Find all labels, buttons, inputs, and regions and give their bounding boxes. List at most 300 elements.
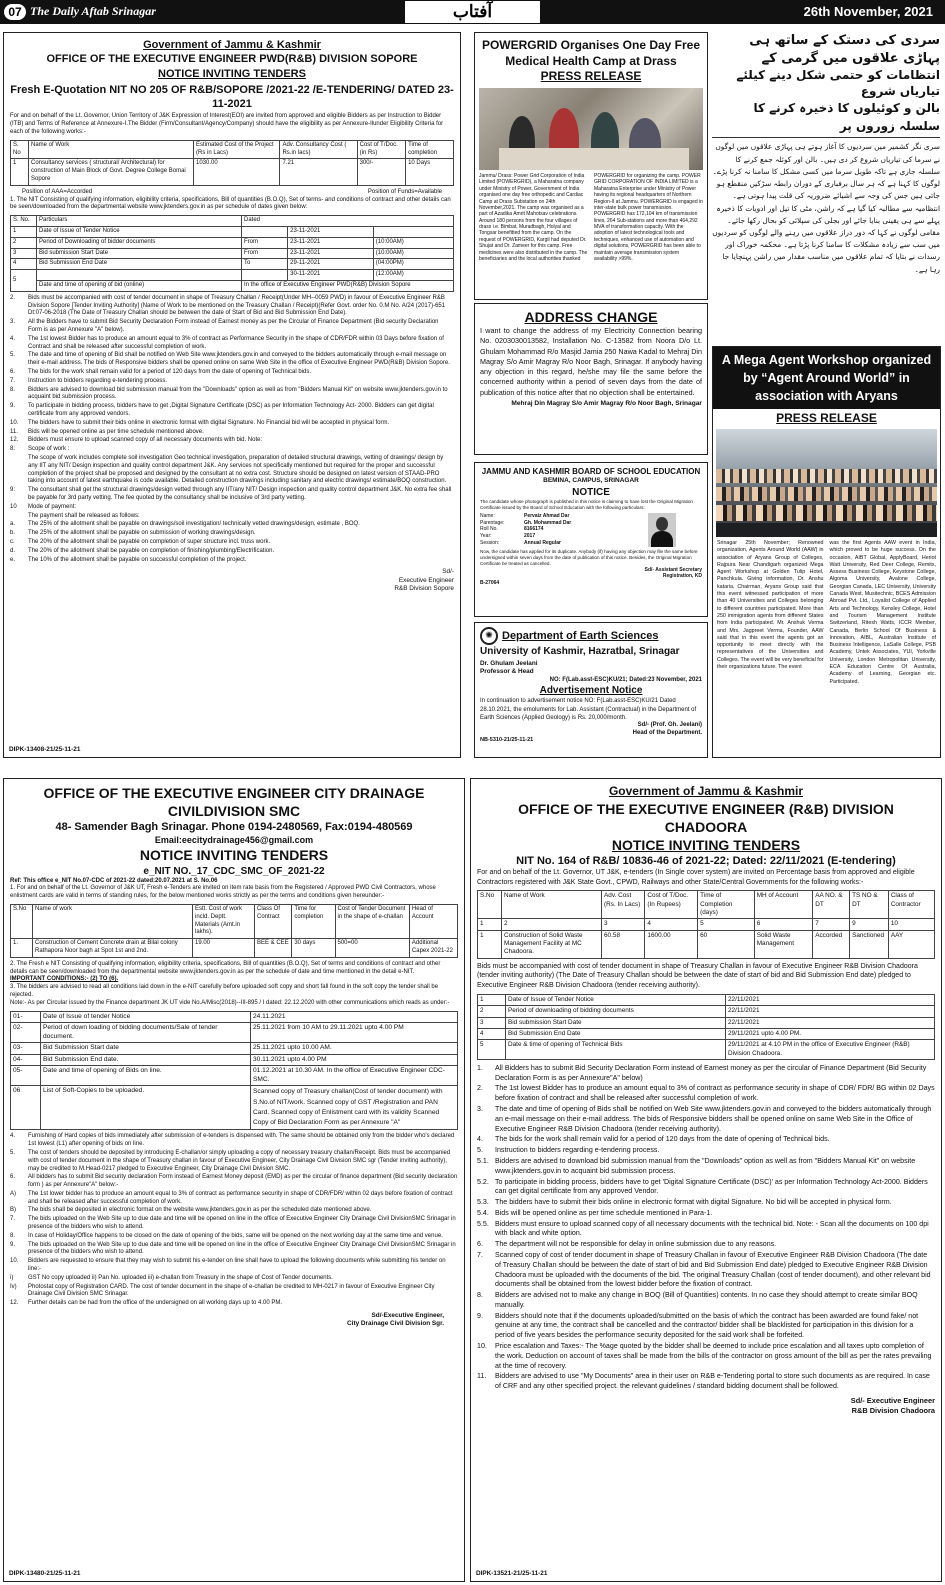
clause-text: The bids uploaded on the Web Site up to due date and time will be opened on line in the office of Executive Engineer City Drainage Civil DivisionSMC Srinagar in presence of the bidders who wish to attend. (28, 1216, 456, 1231)
sopore-p1: 1. The NIT Consisting of qualifying information, eligibility criteria, specifications, Bill of quantities (B.O.Q), Set of terms- and conditions of contract and other details can be seen/downloaded from the departmental website www.jktenders.gov.in as per schedule of dates given below: (10, 196, 451, 211)
table-row (11, 159, 454, 185)
candidate-photo (648, 513, 676, 547)
clause-text: Furnishing of Hard copies of bids immediately after submission of e-tenders is dispensed with. The same should be obtained only from the bidder who's declared 1st lowest (L1) after opening of bids on line. (28, 1133, 455, 1148)
clause-text: Photostat copy of Registration CARD. The cost of tender document in the shape of e-challan be credited to MH-0217 in favour of Executive Engineer City Drainage Civil Division SMC Srinagar. (28, 1283, 435, 1298)
table-row (11, 1086, 458, 1130)
clause-number: 10. (10, 419, 19, 426)
jkbose-title: JAMMU AND KASHMIR BOARD OF SCHOOL EDUCATION (481, 467, 701, 476)
cell: 1 (478, 930, 502, 958)
cell: From (242, 237, 288, 248)
cell: 23-11-2021 (288, 237, 374, 248)
clause-text: The bids shall be deposited in electronic format on the website www.jktenders.gov.in as per the scheduled date mentioned above. (28, 1207, 372, 1214)
clause-text: Instruction to bidders regarding e-tendering process. (28, 377, 168, 384)
clause-text: The 25% of the allotment shall be payable on submission of working drawings/design. (28, 530, 256, 537)
chadoora-gov: Government of Jammu & Kashmir (608, 784, 804, 798)
smc-clause (10, 1233, 458, 1241)
clause-number: 7. (10, 377, 16, 384)
clause-number: 5.4. (477, 1208, 489, 1217)
cell: 19.00 (193, 939, 255, 958)
cell: 500=00 (335, 939, 409, 958)
sopore-clause (10, 437, 454, 445)
cell: 3 (11, 248, 37, 259)
address-sign: Mehraj Din Magray S/o Amir Magray R/o Noor Bagh, Srinagar (511, 399, 702, 407)
smc-clause (10, 1174, 458, 1190)
cell: 4 (11, 259, 37, 270)
smc-clause (10, 1275, 458, 1283)
aryans-press-release (712, 346, 941, 758)
clause-text: The 1st lowest Bidder has to produce an amount equal to 3% of contract as Performance Security in the shape of CDR/FDR within 03 Days before fixation of Contract and shall be released after successful completion of work. (28, 335, 444, 350)
sopore-funds: Position of Funds=Available (367, 188, 442, 195)
chadoora-clause (477, 1146, 935, 1156)
powergrid-col1: Jammu/ Drass: Power Grid Corporation of India Limited (POWERGRID), a Maharatna company under Ministry of Power, Government of India organised one day free orthopedic and Cardiac Camp at Drass Substation on 24th November,2021. The camp was organised as a part of Azadika Amrit Mahotsav celebrations. Around 180 persons from the four villages of drass i.e. Bimbat, Muradbagh, Holyal and Tongsar benefitted from the camp. On the request of POWERGRID, Kargil had deputed Dr. Shujat and Dr. Zameer for this camp. Free medicines were also distributed in the camp. The beneficiaries and the local authorities thanked (479, 172, 588, 263)
cell: In the office of Executive Engineer PWD(R&B) Division Sopore (242, 281, 454, 292)
masthead (0, 0, 945, 24)
clause-number: 11. (10, 428, 18, 435)
earth-sciences-notice (474, 622, 708, 758)
chadoora-clause (477, 1209, 935, 1219)
sopore-clause (10, 352, 454, 368)
earth-body: In continuation to advertisement notice NO: F(Lab.asst-ESC)KU/21 Dated 28.10.2021, the emoluments for Lab. Assistant (Contractual) in the Department of Earth Sciences (Applied Geology) is Rs. 20,000/month. (480, 698, 697, 721)
clause-text: The consultant shall get the structural drawings/design vetted through any IIT/any NIT/ Design inspection and quality control department J&K. No extra fee shall be payable for 3rd party vetting. The fee quoted by the consultancy shall be inclusive of 3rd party vetting. (28, 487, 452, 501)
clause-number: 12. (10, 437, 19, 444)
cell: Date & time of opening of Technical Bids (506, 1040, 726, 1060)
sopore-clause (10, 548, 454, 556)
table-row (478, 994, 935, 1005)
th-sno: S. No (11, 140, 29, 159)
cell: 29/11/2021 at 4.10 PM in the office of Executive Engineer (R&B) Division Chadoora. (726, 1040, 935, 1060)
cell: 1 (478, 919, 502, 930)
address-title: ADDRESS CHANGE (524, 309, 658, 325)
clause-text: The 1st lower bidder has to produce an amount equal to 3% of contract as performance security in shape of CDR/FDR/ within 02 days before fixation of contract and shall be released after successful completion of work. (28, 1190, 453, 1205)
chadoora-clause (477, 1135, 935, 1145)
cell: 9 (850, 919, 889, 930)
earth-ref: NB-5310-21/25-11-21 (480, 737, 534, 744)
clause-text: The bidders have to submit their bids online in electronic format with digital Signature. No Financial bid will be accepted in physical form. (28, 419, 390, 426)
chadoora-clause (477, 1312, 935, 1341)
cell: To (242, 259, 288, 270)
clause-number: b. (10, 530, 16, 537)
cell: 3 (478, 1017, 506, 1028)
clause-text: The cost of tenders should be deposited by introducing E-challan/or simply uploading a copy of necessary treasury challan/Receipt. Bids must be accompanied with cost of tender document in the shape of Treasury challan in favour of Executive Engineer, City Drainage Civil Division SMC sgr (Tender inviting authority), may be credited to M.Head-0217 pledged to Executive Engineer, City Drainage Civil Division SMC. (28, 1149, 451, 1172)
aryans-col2: was the first Agents AAW event in India, which proved to be huge success. On the occasion, AIBT Global, ApplyBoard, Heriot Watt University, Red Deer College, Remitx, Assess Business College, Keystone College, Algoma University, Avalone College, Georgian Canada, LEC University, University Canada West, Musitechnic, BCES Admission Abroad Pvt. Ltd., Loyalist College of Applied Arts and Technology, Kensley College, Hotel and Tourism Management Institute Switzerland, Ritesh Watts, ICCR Member, Canada, Berlin School Of Business & Innovation, AIBL, Australian Institute of Business Intelligence, LaSalle College, PSB Academy, Untek Associates, YUI, Yorkville University, London Metropolitan University, ECA Education Centre Of Australia, Academy of Learning, Georgian etc. Participated. (829, 539, 936, 685)
smc-imp: IMPORTANT CONDITIONS:- (2) TO (6). (10, 976, 119, 983)
cell: AAY (888, 930, 934, 958)
sign-line: Sd/- (442, 568, 454, 576)
clause-number: 8. (10, 386, 16, 393)
cell: Period of down loading of bidding documents/Sale of tender document. (41, 1023, 251, 1043)
smc-clause (10, 1242, 458, 1258)
table-row (478, 919, 935, 930)
cell: 25.11.2021 from 10 AM to 29.11.2021 upto 4.00 PM (251, 1023, 458, 1043)
smc-note: Note:- As per Circular issued by the Finance department JK UT vide No.A/Misc(2018)--III-895 / I dated: 22.12.2020 with other communications which reads as under:- (10, 999, 450, 1006)
sopore-clause (10, 513, 454, 521)
cell: 60 (698, 930, 755, 958)
smc-clause (10, 1216, 458, 1232)
clause-text: Price escalation and Taxes:- The %age quoted by the bidder shall be deemed to include price escalation and all taxes upto completion of the work. Deduction on account of taxes shall be made from the bills of the contractor on gross amount of the bill as per the rates prevailing at the time of recovery. (495, 1342, 932, 1370)
th-adv: Adv. Consultancy Cost ( Rs.in lacs) (280, 140, 357, 159)
sopore-clause (10, 378, 454, 386)
clause-text: All Bidders has to submit Bid Security Declaration Form instead of Earnest money as per the circular of Finance Department (Bid Security Declaration Form is as per Annexure"A" below) (495, 1063, 927, 1082)
cell: 60.58 (602, 930, 645, 958)
cell: 5 (478, 1040, 506, 1060)
clause-text: The bidders have to submit their bids online in electronic format with digital Signature. No bid will be accepted in physical form. (495, 1198, 892, 1207)
sopore-work-table (10, 140, 454, 186)
clause-text: The bids for the work shall remain valid for a period of 120 days from the date of opening of Technical bids. (28, 369, 312, 375)
clause-number (10, 513, 24, 521)
sign-line: R&B Division Sopore (394, 584, 454, 592)
issue-date: 26th November, 2021 (803, 4, 933, 19)
smc-work-table (10, 904, 458, 958)
urdu-article (712, 32, 940, 332)
chadoora-clause (477, 1105, 935, 1134)
cell: From (242, 248, 288, 259)
smc-clauses (10, 1133, 458, 1308)
clause-text: Bidders are requested to ensure that they may wish to submit his e-tender on line shall have to upload the following documents while submitting his tender on line:- (28, 1258, 446, 1273)
powergrid-pr: PRESS RELEASE (540, 69, 642, 84)
clause-text: Bidders are advised not to make any change in BOQ (Bill of Quantities) contents. In no case they should attempt to create similar BOQ manually. (495, 1291, 918, 1309)
clause-text: Bidders are advised to download bid submission manual from the "Downloads" option as well as from "Bidders Manual Kit" on website www.jktenders.gov.in to acquaint bid submission process. (28, 386, 448, 401)
th-dated: Dated (242, 216, 454, 227)
sopore-ref: Fresh E-Quotation NIT NO 205 OF R&B/SOPORE /2021-22 /E-TENDERING/ DATED 23-11-2021 (10, 83, 454, 111)
clause-text: The department will not be responsible for delay in online submission due to any reasons. (495, 1240, 777, 1249)
clause-text: To participate in bidding process, bidders have to get ,Digital Signature Certificate (DSC) as per Information Technology Act- 2000. Bidders can get digital certificate from any approved vendors. (28, 403, 434, 417)
smc-ref: Ref: This office e_NIT No.07-CDC of 2021-22 dated:20.07.2021 at S. No.06 (10, 877, 218, 884)
cell: Bid submission Start Date (37, 248, 242, 259)
th: Class of Contractor (888, 891, 934, 919)
cell: 03- (11, 1043, 41, 1055)
cell: (10:00AM) (373, 248, 453, 259)
sopore-dipk: DIPK-13408-21/25-11-21 (9, 745, 81, 753)
chadoora-schedule-table (477, 994, 935, 1060)
clause-number: d. (10, 547, 16, 554)
clause-text: Bidders are advised to use "My Documents" area in their user on R&B e-Tendering portal to store such documents as are required. In case of CRF and any other specified project. the relevant guidelines / standard bidding document shall be followed. (495, 1372, 930, 1391)
clause-number: Iv) (10, 1283, 17, 1290)
smc-clause (10, 1258, 458, 1274)
sopore-clause (10, 521, 454, 529)
table-row (11, 227, 454, 238)
address-change-notice (474, 303, 708, 455)
sopore-gov: Government of Jammu & Kashmir (143, 39, 321, 51)
sopore-clause (10, 455, 454, 486)
th-cost: Cost of T/Doc. (in Rs) (357, 140, 405, 159)
cell: 2 (502, 919, 602, 930)
cell: 6 (754, 919, 813, 930)
field-label: Year: (480, 533, 492, 540)
clause-number: 1. (477, 1063, 483, 1072)
cell: 10 (888, 919, 934, 930)
cell: Construction of Cement Concrete drain at Bilal colony Rathapora Noor bagh at Spot 1st and 2nd. (33, 939, 193, 958)
clause-text: The scope of work includes complete soil investigation Geo technical investigation, preparation of detailed structural drawings, vetting of drawings/ design by any IIT any NIT/ Design inspection and quality control department J&K. Any services not specifically mentioned but required for the proper and successful completion of the project shall be proposed and designed by the consultant at no extra cost. Structure should be designed on latest version of STAAD-PRO taking into account of latest earthquake is code available. Detailed construction drawings including sanitary and electric drawings/ estimate/BOQ construction. (28, 454, 447, 485)
clause-text: The date and time of opening of Bids shall be notified on Web Site www.jktenders.gov.in and conveyed to the bidders automatically through an e-mail message on their e-mail address. The bids of Responsive bidders shall be opened online on same Web Site in the Office of Executive Engineer R&B Division Chadoora (tender receiving authority). (495, 1105, 932, 1133)
th: S.No (478, 891, 502, 919)
clause-number: 5.3. (477, 1198, 489, 1207)
cell: 1600.00 (645, 930, 698, 958)
medical-camp-photo (479, 88, 703, 170)
clause-number: 11. (477, 1372, 487, 1381)
chadoora-clause (477, 1372, 935, 1392)
cell: Consultancy services ( structural/ Architectural) for construction of Main Block of Govt. Degree College Bomai Sopore (29, 159, 194, 185)
smc-addr: 48- Samender Bagh Srinagar. Phone 0194-2480569, Fax:0194-480569 (55, 821, 413, 834)
table-row (11, 1066, 458, 1086)
sopore-clause (10, 420, 454, 428)
sopore-intro: For and on behalf of the Lt. Governor, Union Territory of J&K Expression of Interest(EOI) are invited from approved and eligible Bidders as per Instruction to Bidder (ITB) and Terms of Reference at Annexure-I.The Bidder (Firm/Consultant/Agency/Company) should have the eligibility as per Annexure-Ilunder Eligibility Criteria for each of the following works:- (10, 113, 444, 136)
chadoora-p: Bids must be accompanied with cost of tender document in shape of Treasury Challan in favour of Executive Engineer R&B Division Chadoora (tender inviting authority) (The Date of Treasury Challan should be between the date of start of bid and Bid Submission End date) pledged to Executive Engineer R&B Division Chadoora (tender receiving authority). (477, 962, 918, 989)
cell: Construction of Solid Waste Management Facility at MC Chadoora. (502, 930, 602, 958)
table-row (11, 259, 454, 270)
aryans-col1: Srinagar 25th November; Renowned organization, Agents Around World (AAW) in association of Aryans Group of Colleges, Rajpura Near Chandigarh organized Mega Agent Workshop at Golden Tulip Hotel, Panchkula. Giving information, Dr. Anshu kataria, Chairman, Aryans Group said that this event witnessed participation of more than 40 Universities and Colleges belonging to different countries participated. More than 250 immigration agents from different States from India participated. Mr. Anshuk Verma and Mrs. Jagpreet Verma, Founder, AAW said that in this event the agents got an opportunity to meet directly with the representatives of the Universities and Colleges. The event will be very beneficial for their organizations future. The event (717, 539, 824, 671)
th: Time of Completion (days) (698, 891, 755, 919)
th-est: Estimated Cost of the Project (Rs in Lacs) (194, 140, 280, 159)
chadoora-clause (477, 1157, 935, 1177)
clause-text: Bids will be opened online as per time schedule mentioned in Para-1. (495, 1208, 713, 1217)
sopore-signature (10, 568, 454, 593)
smc-clause (10, 1150, 458, 1173)
jkbose-notice-heading: NOTICE (572, 486, 610, 498)
sign-line: Registration, KD (662, 573, 702, 580)
clause-text: To participate in bidding process, bidders have to get 'Digital Signature Certificate (DSC)' as per Information Technology Act-2000. Bidders can get digital certificate from any approved Vendor. (495, 1177, 928, 1196)
chadoora-tender-notice (470, 778, 942, 1582)
smc-schedule-table (10, 1011, 458, 1131)
jkbose-sign (480, 567, 702, 580)
cell: 30.11.2021 upto 4.00 PM (251, 1054, 458, 1066)
chadoora-clause (477, 1064, 935, 1084)
th: Cost of Tender Document in the shape of e-challan (335, 904, 409, 938)
cell: Bid Submission End date. (41, 1054, 251, 1066)
cell: Sanctioned (850, 930, 889, 958)
sopore-clause (10, 429, 454, 437)
th: Class Of Contract (255, 904, 292, 938)
clause-number: 10 (10, 503, 17, 510)
clause-number: a. (10, 521, 16, 528)
clause-number: A) (10, 1190, 16, 1197)
chadoora-clause (477, 1240, 935, 1250)
table-row (11, 1023, 458, 1043)
table-row (478, 1006, 935, 1017)
cell: (12:00AM) (373, 270, 453, 281)
sopore-aaa: Position of AAA=Accorded (22, 188, 93, 195)
cell (373, 227, 453, 238)
cell: 1 (11, 159, 29, 185)
clause-number: 8. (10, 1232, 16, 1239)
field-label: Parentage: (480, 519, 505, 526)
paper-name: The Daily Aftab Srinagar (30, 4, 156, 18)
th-sno: S. No. (11, 216, 37, 227)
clause-number: e. (10, 556, 16, 563)
cell: 30 days (292, 939, 335, 958)
sign-line: Sd/- Executive Engineer (850, 1395, 935, 1405)
cell (37, 270, 242, 281)
cell: 05- (11, 1066, 41, 1086)
field-value: Annual Regular (524, 539, 561, 546)
clause-text: The 20% of the allotment shall be payable on completion of super structure incl. truss work. (28, 538, 271, 545)
field-value: 8166174 (524, 526, 544, 533)
table-row (478, 930, 935, 958)
smc-email: Email:eecitydrainage456@gmail.com (154, 834, 314, 845)
cell (242, 270, 288, 281)
cell: Scanned copy of Treasury challan(Cost of tender document) with S.No.of NIT/work. Scanned copy of GST /Registration and PAN Card. Scanned copy of Enlistment card with its validity Scanned Copy of Bid Declaration Form as per Annexure "A" (251, 1086, 458, 1130)
chadoora-signature (477, 1396, 935, 1415)
chadoora-clause (477, 1178, 935, 1198)
earth-univ: University of Kashmir, Hazratbal, Srinagar (480, 646, 680, 657)
table-row (478, 1017, 935, 1028)
field-label: Name: (480, 512, 495, 519)
clause-text: GST No copy uploaded ii) Pan No. uploaded iii) e-challan from Treasury in the shape of Cost of Tender documents. (28, 1274, 333, 1281)
th: Head of Account (409, 904, 457, 938)
cell: 06 (11, 1086, 41, 1130)
smc-clause (10, 1191, 458, 1207)
field-label: Session: (480, 539, 500, 546)
clause-number: 2. (477, 1084, 483, 1093)
jkbose-body: Now, the candidate has applied for its duplicate. Anybody (if) having any objection may file the same before undersigned within seven days from the date of publication of this notice. Besides, the Original Migration Certificate be treated as cancelled. (480, 548, 698, 566)
sopore-clause (10, 387, 454, 403)
sopore-dates-table (10, 215, 454, 292)
clause-number: 4. (10, 1133, 16, 1140)
sopore-nit-heading: NOTICE INVITING TENDERS (158, 67, 306, 80)
clause-number: 9. (10, 1241, 16, 1248)
cell: 1. (11, 939, 33, 958)
th: Name of Work (502, 891, 602, 919)
earth-sign (480, 722, 702, 738)
clause-number: 9. (477, 1311, 483, 1320)
clause-number: 4. (477, 1135, 483, 1144)
earth-title: Department of Earth Sciences (502, 629, 659, 642)
university-seal-icon: ✺ (480, 627, 498, 645)
urdu-headline-1: سردی کی دستک کے ساتھ ہی پہاڑی علاقوں میں گرمی کے (749, 33, 940, 66)
chadoora-clause (477, 1251, 935, 1290)
chadoora-clause (477, 1291, 935, 1311)
cell: Date of Issue of tender Notice (41, 1011, 251, 1023)
powergrid-press-release (474, 32, 708, 300)
cell: 2 (11, 237, 37, 248)
th: AA NO. & DT (813, 891, 850, 919)
urdu-headline-2: انتظامات کو حتمی شکل دینے کیلئے تیاریاں شروع (736, 68, 940, 99)
smc-signature (10, 1312, 444, 1329)
th: Time for completion (292, 904, 335, 938)
clause-text: Mode of payment: (28, 503, 77, 510)
field-label: Roll No. (480, 526, 498, 533)
smc-clause (10, 1133, 458, 1149)
address-body: I want to change the address of my Electricity Connection bearing No. 0203030013582, Installation No. C-13582 from Noora D/o Lt. Ghulam Mohammad R/o Masjid Jamia 250 Nawa Kadal to Mehraj Din Magray S/o Amir Magray R/o Noor Bagh, Srinagar. If anybody having any objection in this regard, he/she may file the same before the concerned authority within a period of seven days from the date of publication of this notice after that no objection shall be entertained. (480, 326, 702, 397)
cell: 04- (11, 1054, 41, 1066)
workshop-group-photo (716, 429, 937, 537)
clause-text: All the Bidders have to submit Bid Security Declaration Form instead of Earnest money as per the Circular of Finance Department (Bid security Declaration Form is as per Annexure "A" below). (28, 319, 439, 334)
earth-adv: Advertisement Notice (539, 685, 643, 697)
clause-number: 3. (10, 319, 16, 326)
th: Estt. Cost of work incld. Deptt. Materials (Amt.in lakhs). (193, 904, 255, 938)
jkbose-notice (474, 462, 708, 617)
sopore-office: OFFICE OF THE EXECUTIVE ENGINEER PWD(R&B) DIVISION SOPORE (46, 53, 418, 66)
th-part: Particulars (37, 216, 242, 227)
cell: 22/11/2021 (726, 994, 935, 1005)
sopore-clauses (10, 295, 454, 565)
sign-line: Head of the Department. (632, 729, 702, 736)
clause-text: Bids must be accompanied with cost of tender document in shape of Treasury Challan / Receipt(Under MH--0059 PWD) in favour of Executive Engineer R&B Division Sopore [Tender Inviting Authority] (Name of Work to be mentioned on the Treasury Challan / Receipt)(Refer Govt. order No. 0.M No. A/24 (2017)-651 Dt:07-06-2018 (The Date of Treasury Challan should be between the date of Start of Bid and Bid Submission End Date). (28, 294, 446, 317)
chadoora-clauses (477, 1064, 935, 1392)
cell: 7 (813, 919, 850, 930)
cell: 1030.00 (194, 159, 280, 185)
clause-text: The 1st lowest Bidder has to produce an amount equal to 3% of contract as performance security in shape of CDR/ FDR/ BG within 02 Days before fixation of contract and shall be released after successful completion of work. (495, 1084, 935, 1103)
aryans-title: A Mega Agent Workshop organized by “Agent Around World” in association with Aryans (713, 347, 940, 409)
clause-text: The date and time of opening of Bid shall be notified on Web Site www.jktenders.gov.in and conveyed to the bidders automatically through e-mail message on their e-mail address. The bids of Responsive bidders shall be opened online on same Web Site in the office of Executive Engineer PWD(R&B) Division Sopore. (28, 352, 450, 367)
clause-text: In case of Holiday/Office happens to be closed on the date of opening of the bids, same will be opened on the next working day at the same time and venue. (28, 1232, 443, 1239)
th: Adv. Cost (Rs. In Lacs) (602, 891, 645, 919)
table-row (11, 1011, 458, 1023)
cell (242, 227, 288, 238)
masthead-logo: آفتاب (405, 1, 540, 23)
cell: 23-11-2021 (288, 227, 374, 238)
smc-p3: 3. The bidders are advised to read all conditions laid down in the e-NIT carefully before uploaded soft copy and short fall found in the soft copy the tender shall be rejected. (10, 984, 439, 998)
chadoora-intro: For and on behalf of the Lt. Governor, UT J&K, e-tenders (In Single cover system) are invited on Percentage basis from approved and eligible Contractors registered with J&K State Govt., CPWD, Railways and other State/Central Governments for the following works:- (477, 869, 915, 886)
cell: 3 (602, 919, 645, 930)
th: Cost of T/Doc. (In Rupees) (645, 891, 698, 919)
smc-p1: 1. For and on behalf of the Lt. Governor of J&K UT, Fresh e-Tenders are invited on item rate basis from the Registered / Approved PWD Civil Contractors, whose enlistment cards are valid in terms of standing rules, for the below mentioned works strictly as per the terms and conditions given hereunder:- (10, 885, 436, 900)
jkbose-fields (480, 513, 642, 547)
smc-nit: NOTICE INVITING TENDERS (139, 847, 329, 864)
field-value: Pervaiz Ahmad Dar (524, 512, 570, 519)
chadoora-work-table (477, 890, 935, 958)
cell: 4 (645, 919, 698, 930)
page-number: 07 (4, 4, 26, 20)
sopore-clause (10, 539, 454, 547)
clause-number: B) (10, 1207, 16, 1214)
clause-text: Bidders should note that if the documents uploaded/submitted on the basis of which the contract has been awarded are found fake/ not genuine at any time, the contract shall be cancelled and the contractor/ bidder shall be blacklisted for participation in this division for a period of five years besides the performance security deposited for the said work shall be forfeited. (495, 1311, 919, 1340)
powergrid-col2: POWERGRID for organizing the camp. POWER GRID CORPORATION OF INDIA LIMITED is a Maharatna Enterprise under Ministry of Power having its regional headquarters of Northern Region-II at Jammu. POWERGRID is engaged in inter-state bulk power transmission. POWERGRID has 172,104 km of transmission lines, 264 Sub-stations and more than 464,292 MVA of transformation capacity. With the adoption of latest technological tools and techniques, enhanced use of automation and digital solutions, POWERGRID has been able to maintain average transmission system availability >99%. (594, 172, 703, 263)
earth-desig: Professor & Head (480, 668, 534, 676)
clause-number: 10. (477, 1342, 487, 1350)
cell: 22/11/2021 (726, 1017, 935, 1028)
cell: 01- (11, 1011, 41, 1023)
clause-number: 6. (10, 369, 16, 375)
earth-no: NO: F(Lab.asst-ESC)KU/21; Dated:23 November, 2021 (549, 676, 702, 683)
chadoora-no: NIT No. 164 of R&B/ 10836-46 of 2021-22; Dated: 22/11/2021 (E-tendering) (516, 855, 896, 868)
table-row (11, 1054, 458, 1066)
table-row (478, 1028, 935, 1039)
cell: 01.12.2021 at 10.30 AM. In the office of Executive Engineer CDC-SMC. (251, 1066, 458, 1086)
table-row (478, 1040, 935, 1060)
clause-number: 3. (477, 1105, 483, 1114)
smc-tender-notice (3, 778, 465, 1582)
table-row (11, 939, 458, 958)
cell: Date and time of opening of Bids on line. (41, 1066, 251, 1086)
smc-p2: 2. The Fresh e NIT Consisting of qualifying information, eligibility criteria, specifications, Bill of quantities (B.O.Q), Set of terms and conditions of contract and other details can be seen/downloaded from the departmental website www.jktenders.gov.in as per the schedule of date and time mentioned in the detail e-NIT. (10, 960, 441, 975)
chadoora-clause (477, 1342, 935, 1371)
cell: 24.11.2021 (251, 1011, 458, 1023)
sopore-clause (10, 369, 454, 377)
clause-number: 5. (477, 1146, 483, 1155)
cell: 300/- (357, 159, 405, 185)
cell: Bid Submission End Date (37, 259, 242, 270)
smc-clause (10, 1207, 458, 1215)
chadoora-office: OFFICE OF THE EXECUTIVE ENGINEER (R&B) DIVISION CHADOORA (518, 800, 894, 835)
cell: 2 (478, 1006, 506, 1017)
clause-text: All bidders has to submit Bid security declaration Form instead of Earnest Money deposit (EMD) as per the circular of finance department (Bid security declaration form ) as per Annexure"A" below:- (28, 1174, 458, 1189)
cell: (10:00AM) (373, 237, 453, 248)
sign-line: Sd/- (Prof. Gh. Jeelani) (637, 721, 702, 728)
th-time: Time of completion (406, 140, 454, 159)
cell: BEE & CEE (255, 939, 292, 958)
cell: List of Soft-Copies to be uploaded. (41, 1086, 251, 1130)
clause-number: 10. (10, 1258, 19, 1265)
clause-number: 9. (10, 403, 16, 410)
urdu-headline-3: بالن و کوئیلوں کا ذخیرہ کرنے کا سلسلہ زوروں پر (712, 99, 940, 138)
cell: 25.11.2021 upto 10.00 AM. (251, 1043, 458, 1055)
clause-number: 2. (10, 294, 16, 301)
cell: 02- (11, 1023, 41, 1043)
sign-line: Executive Engineer (398, 576, 454, 584)
cell: (04:00PM) (373, 259, 453, 270)
field-value: Gh. Mohammad Dar (524, 519, 572, 526)
clause-number: 7. (477, 1250, 483, 1259)
